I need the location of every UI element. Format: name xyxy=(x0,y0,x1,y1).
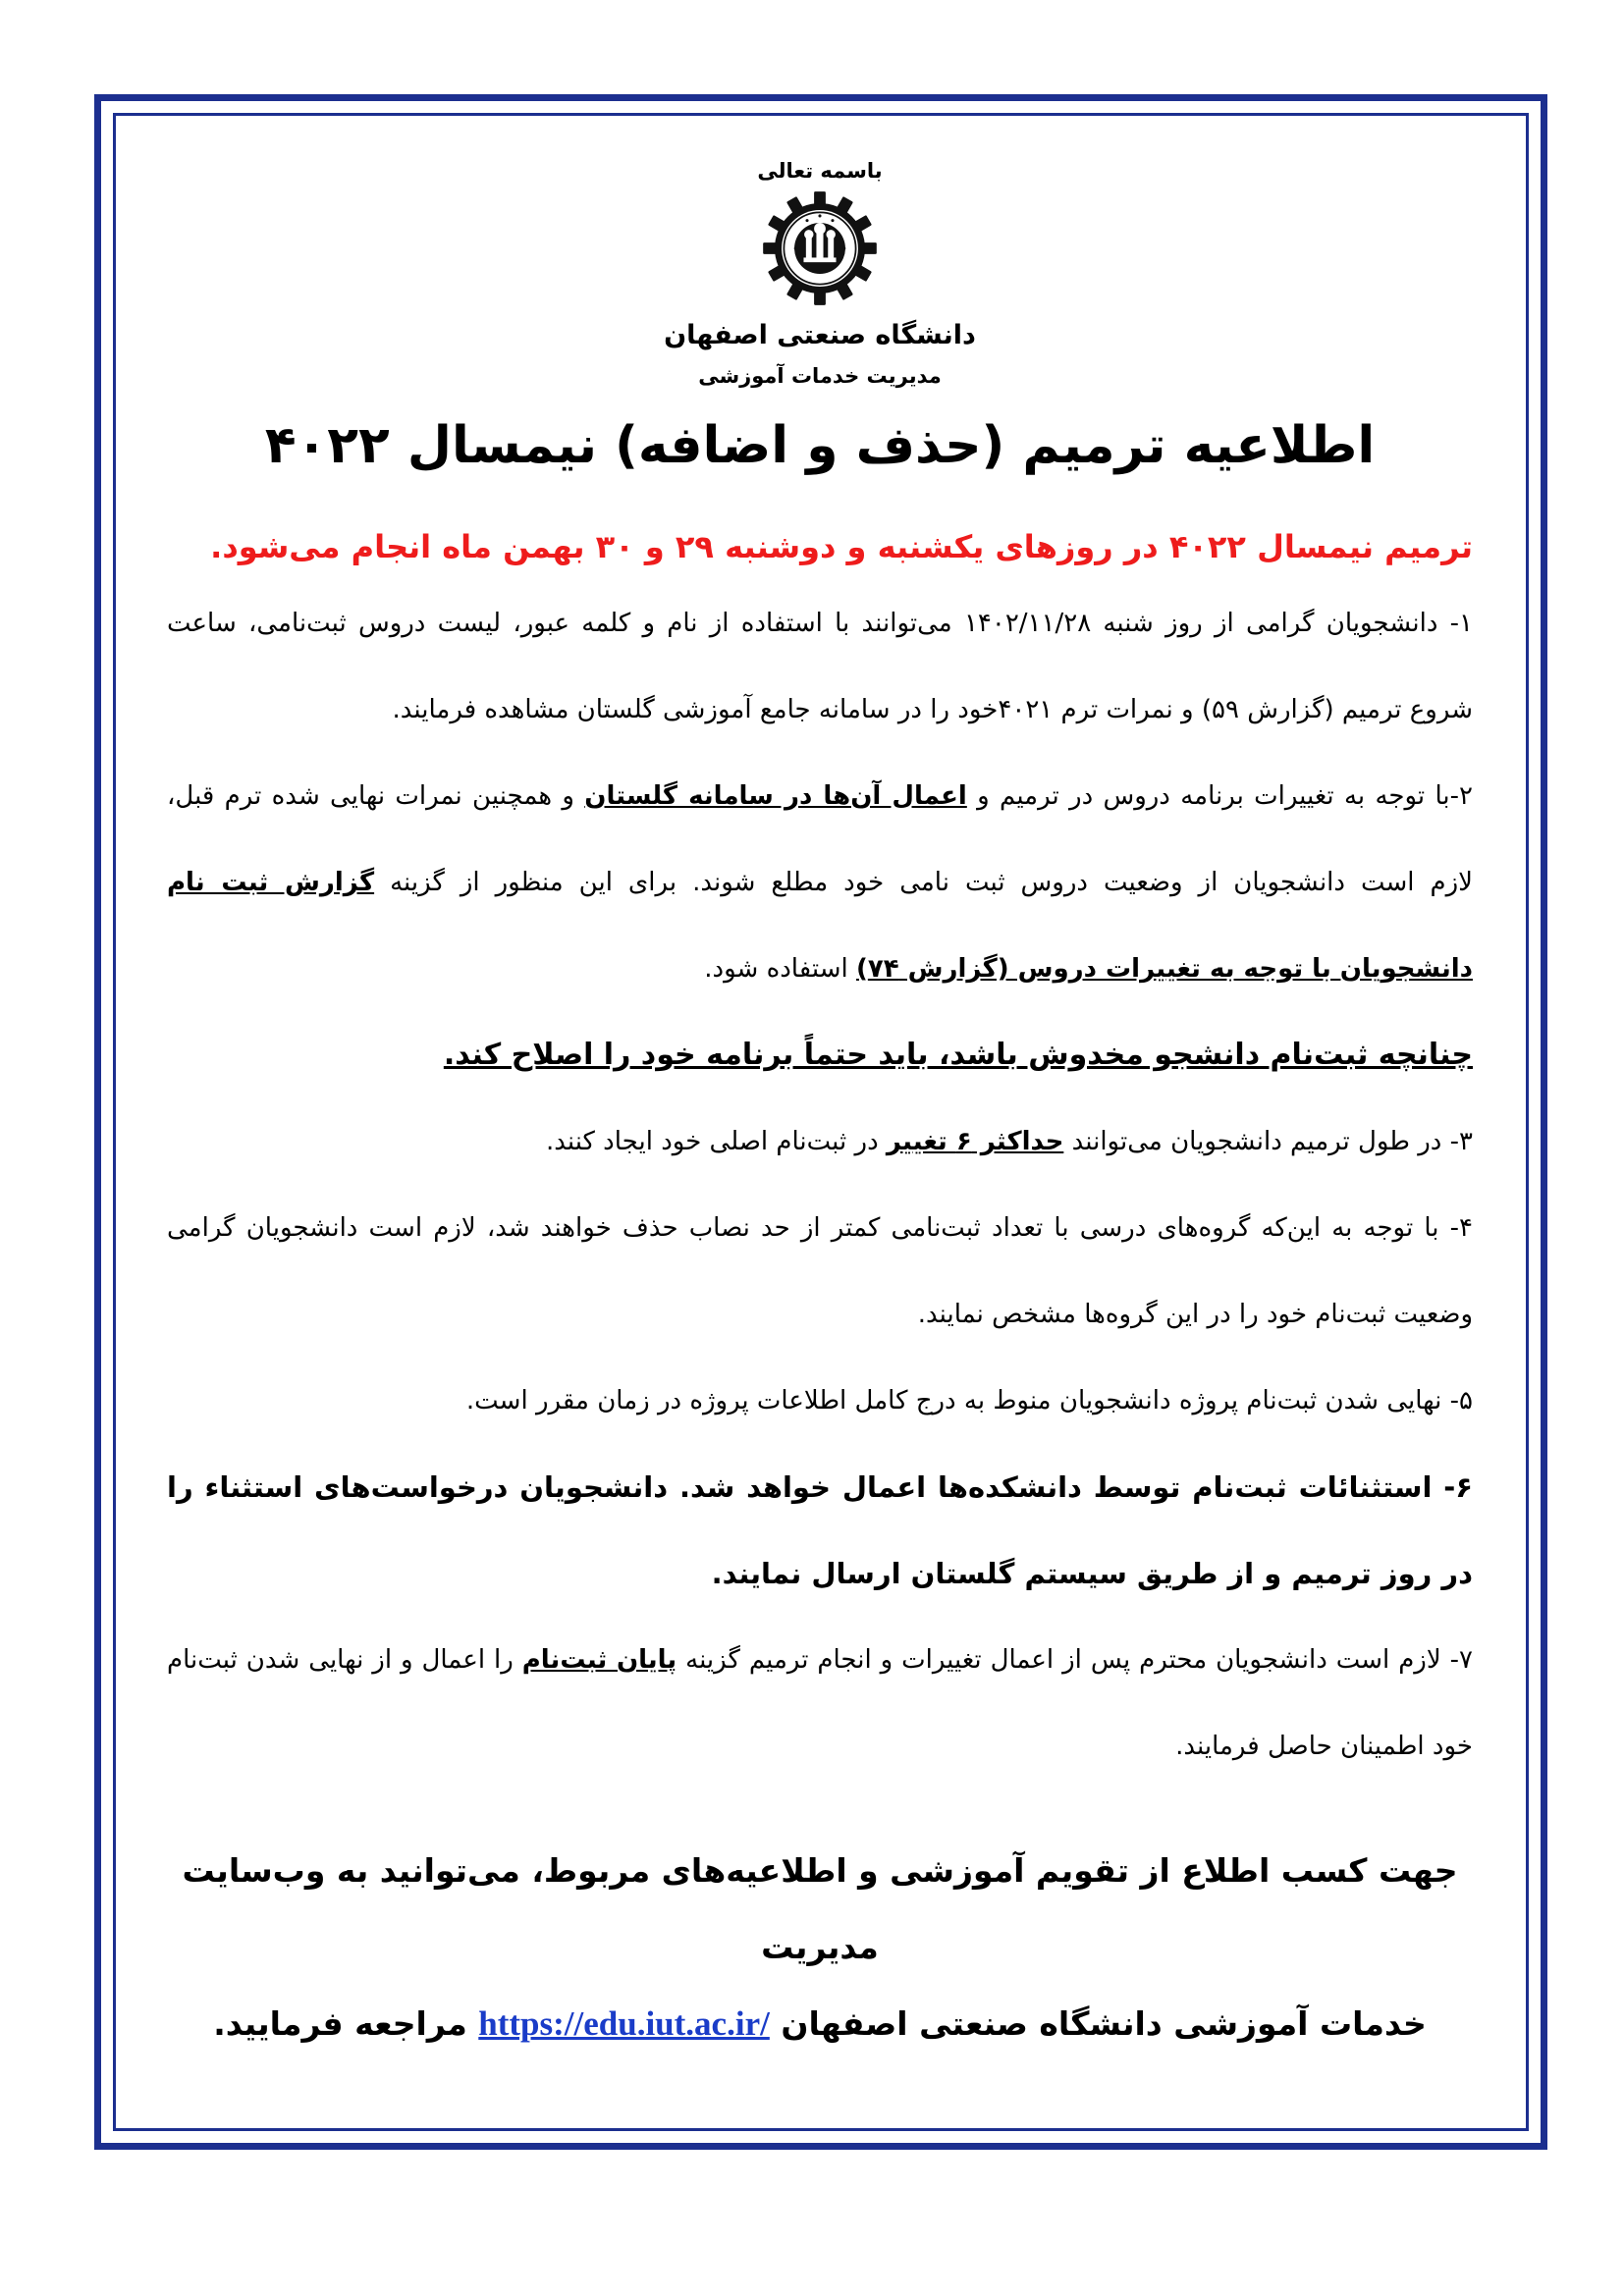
item-3-max-changes: حداکثر ۶ تغییر xyxy=(886,1126,1064,1156)
item-3-text-a: ۳- در طول ترمیم دانشجویان می‌توانند xyxy=(1063,1126,1473,1156)
department-name: مدیریت خدمات آموزشی xyxy=(698,364,942,388)
item-3 xyxy=(167,1098,1473,1185)
item-1: ۱- دانشجویان گرامی از روز شنبه ۱۴۰۲/۱۱/۲۸ می‌توانند با استفاده از نام و کلمه عبور، لیست دروس ثبت‌نامی، ساعت شروع ترمیم (گزارش ۵۹) و نمرات ترم ۴۰۲۱خود را در سامانه جامع آموزشی گلستان مشاهده فرمایند. xyxy=(167,608,1473,724)
university-name: دانشگاه صنعتی اصفهان xyxy=(664,320,976,350)
highlight-notice: ترمیم نیمسال ۴۰۲۲ در روزهای یکشنبه و دوشنبه ۲۹ و ۳۰ بهمن ماه انجام می‌شود. xyxy=(210,528,1473,566)
item-5: ۵- نهایی شدن ثبت‌نام پروژه دانشجویان منوط به درج کامل اطلاعات پروژه در زمان مقرر است. xyxy=(465,1385,1473,1415)
footer-line-2-text-b: مراجعه فرمایید. xyxy=(213,2003,479,2043)
website-link[interactable]: https://edu.iut.ac.ir/ xyxy=(478,2003,770,2043)
item-2-report-74: گزارش ثبت نام دانشجویان با توجه به تغییرات دروس (گزارش ۷۴) xyxy=(167,867,1473,984)
item-2-text-a: ۲-با توجه به تغییرات برنامه دروس در ترمیم و xyxy=(966,780,1473,811)
university-seal-icon xyxy=(762,190,878,306)
footer-line-2-text-a: خدمات آموزشی دانشگاه صنعتی اصفهان xyxy=(769,2003,1427,2043)
item-2-text-e: استفاده شود. xyxy=(704,953,856,984)
item-7 xyxy=(167,1617,1473,1789)
item-2-warning-text: چنانچه ثبت‌نام دانشجو مخدوش باشد، باید حتماً برنامه خود را اصلاح کند. xyxy=(443,1037,1473,1072)
footer-line-2 xyxy=(167,1986,1473,2062)
item-3-text-c: در ثبت‌نام اصلی خود ایجاد کنند. xyxy=(545,1126,887,1156)
item-4: ۴- با توجه به این‌که گروه‌های درسی با تعداد ثبت‌نامی کمتر از حد نصاب حذف خواهند شد، لازم است دانشجویان گرامی وضعیت ثبت‌نام خود را در این گروه‌ها مشخص نمایند. xyxy=(167,1212,1473,1329)
item-7-finish-registration: پایان ثبت‌نام xyxy=(521,1644,677,1675)
item-2 xyxy=(167,753,1473,1012)
item-7-text-c: را اعمال و از نهایی شدن ثبت‌نام خود اطمینان حاصل فرمایند. xyxy=(167,1644,1473,1761)
basmala: باسمه تعالی xyxy=(757,159,883,183)
item-2-warning xyxy=(167,1012,1473,1098)
page-title: اطلاعیه ترمیم (حذف و اضافه) نیمسال ۴۰۲۲ xyxy=(264,416,1376,475)
announcement-page xyxy=(167,147,1473,2091)
item-6: ۶- استثنائات ثبت‌نام توسط دانشکده‌ها اعمال خواهد شد. دانشجویان درخواست‌های استثناء را در روز ترمیم و از طریق سیستم گلستان ارسال نمایند. xyxy=(167,1469,1473,1590)
footer-line-1: جهت کسب اطلاع از تقویم آموزشی و اطلاعیه‌های مربوط، می‌توانید به وب‌سایت مدیریت xyxy=(182,1850,1458,1966)
logo-container xyxy=(167,190,1473,306)
item-7-text-a: ۷- لازم است دانشجویان محترم پس از اعمال تغییرات و انجام ترمیم گزینه xyxy=(677,1644,1473,1675)
item-2-emphasis-golestan: اعمال آن‌ها در سامانه گلستان xyxy=(584,780,967,811)
footer-note xyxy=(167,1833,1473,2062)
item-2-text-c: و همچنین نمرات نهایی شده ترم قبل، لازم است دانشجویان از وضعیت دروس ثبت نامی خود مطلع شوند. برای این منظور از گزینه xyxy=(167,780,1473,897)
